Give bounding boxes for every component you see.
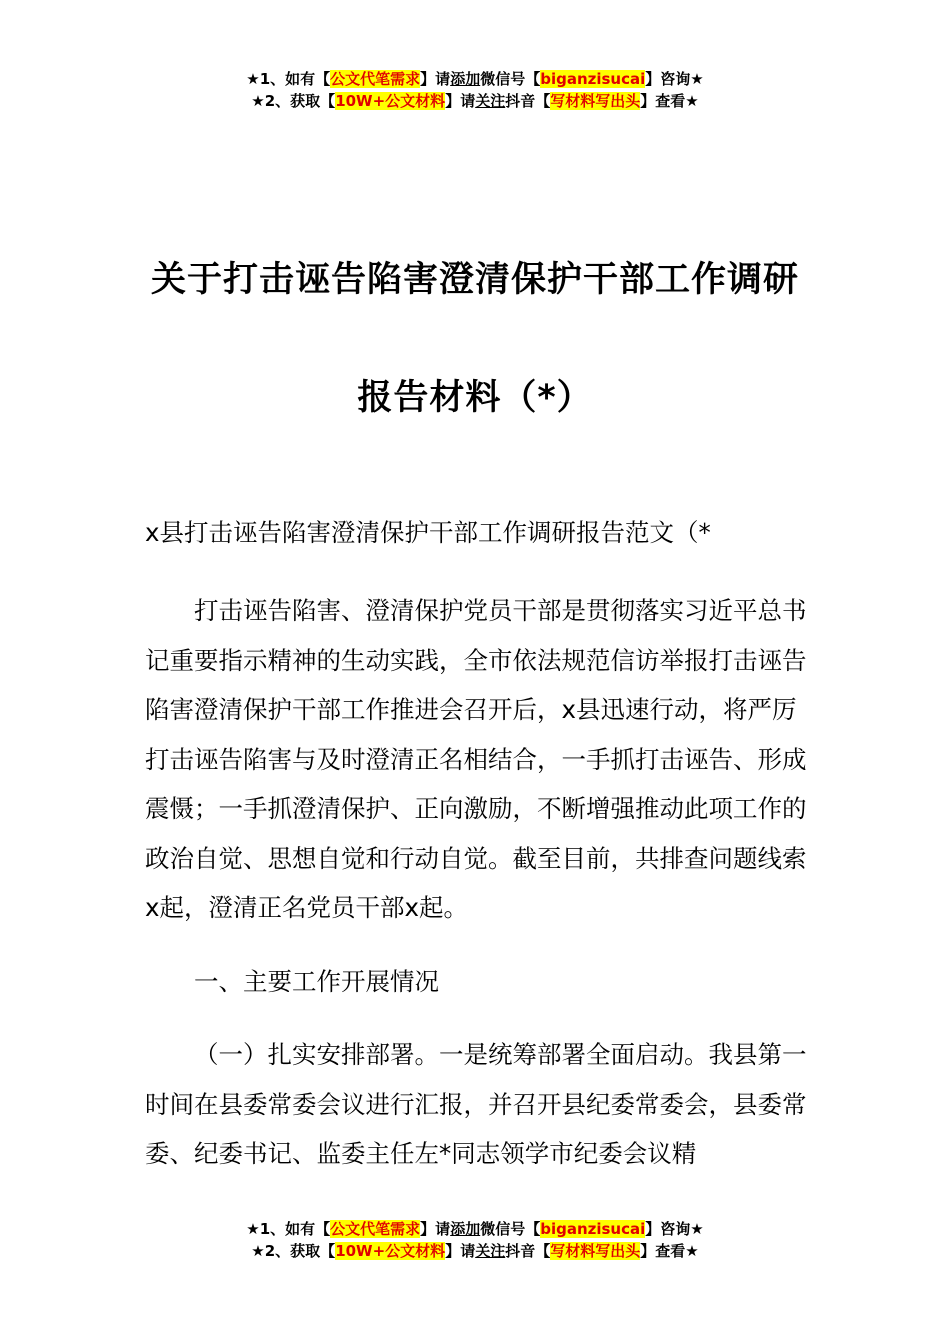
- banner-underline: 关注: [475, 1242, 506, 1260]
- banner-text: 】请: [420, 1220, 451, 1238]
- banner-underline: 关注: [475, 92, 506, 110]
- banner-text: 】请: [445, 1242, 476, 1260]
- banner-text: 】请: [445, 92, 476, 110]
- document-subtitle: x县打击诬告陷害澄清保护干部工作调研报告范文（*: [145, 518, 711, 547]
- banner-text: 微信号【: [480, 70, 541, 88]
- banner-line-1: [0, 1218, 950, 1240]
- banner-text: ★1、如有【: [246, 1220, 331, 1238]
- banner-highlight: 10W+公文材料: [335, 1242, 446, 1260]
- banner-highlight: 公文代笔需求: [330, 1220, 421, 1238]
- banner-line-1: [0, 68, 950, 90]
- banner-text: ★1、如有【: [246, 70, 331, 88]
- banner-highlight: 10W+公文材料: [335, 92, 446, 110]
- banner-underline: 添加: [450, 1220, 481, 1238]
- banner-line-2: [0, 1240, 950, 1262]
- footer-banner: [0, 1218, 950, 1262]
- paragraph-section-1: （一）扎实安排部署。一是统筹部署全面启动。我县第一时间在县委常委会议进行汇报，并召开县纪委常委会，县委常委、纪委书记、监委主任左*同志领学市纪委会议精: [145, 1040, 807, 1168]
- banner-highlight: 写材料写出头: [550, 92, 641, 110]
- section-heading-1: 一、主要工作开展情况: [194, 967, 439, 996]
- banner-text: 】咨询★: [645, 1220, 704, 1238]
- header-banner: [0, 68, 950, 112]
- banner-text: ★2、获取【: [251, 1242, 336, 1260]
- banner-text: 微信号【: [480, 1220, 541, 1238]
- banner-text: 】查看★: [640, 92, 699, 110]
- document-title-line-1: 关于打击诬告陷害澄清保护干部工作调研: [150, 260, 799, 300]
- banner-highlight: biganzisucai: [540, 1220, 646, 1238]
- banner-text: ★2、获取【: [251, 92, 336, 110]
- banner-highlight: biganzisucai: [540, 70, 646, 88]
- banner-underline: 添加: [450, 70, 481, 88]
- banner-highlight: 写材料写出头: [550, 1242, 641, 1260]
- banner-text: 】请: [420, 70, 451, 88]
- banner-text: 】咨询★: [645, 70, 704, 88]
- banner-highlight: 公文代笔需求: [330, 70, 421, 88]
- banner-line-2: [0, 90, 950, 112]
- banner-text: 】查看★: [640, 1242, 699, 1260]
- document-title-line-2: 报告材料（*）: [357, 378, 593, 418]
- banner-text: 抖音【: [505, 1242, 551, 1260]
- paragraph-intro: 打击诬告陷害、澄清保护党员干部是贯彻落实习近平总书记重要指示精神的生动实践，全市依法规范信访举报打击诬告陷害澄清保护干部工作推进会召开后，x县迅速行动，将严厉打击诬告陷害与及时澄清正名相结合，一手抓打击诬告、形成震慑；一手抓澄清保护、正向激励，不断增强推动此项工作的政治自觉、思想自觉和行动自觉。截至目前，共排查问题线索x起，澄清正名党员干部x起。: [145, 596, 807, 922]
- banner-text: 抖音【: [505, 92, 551, 110]
